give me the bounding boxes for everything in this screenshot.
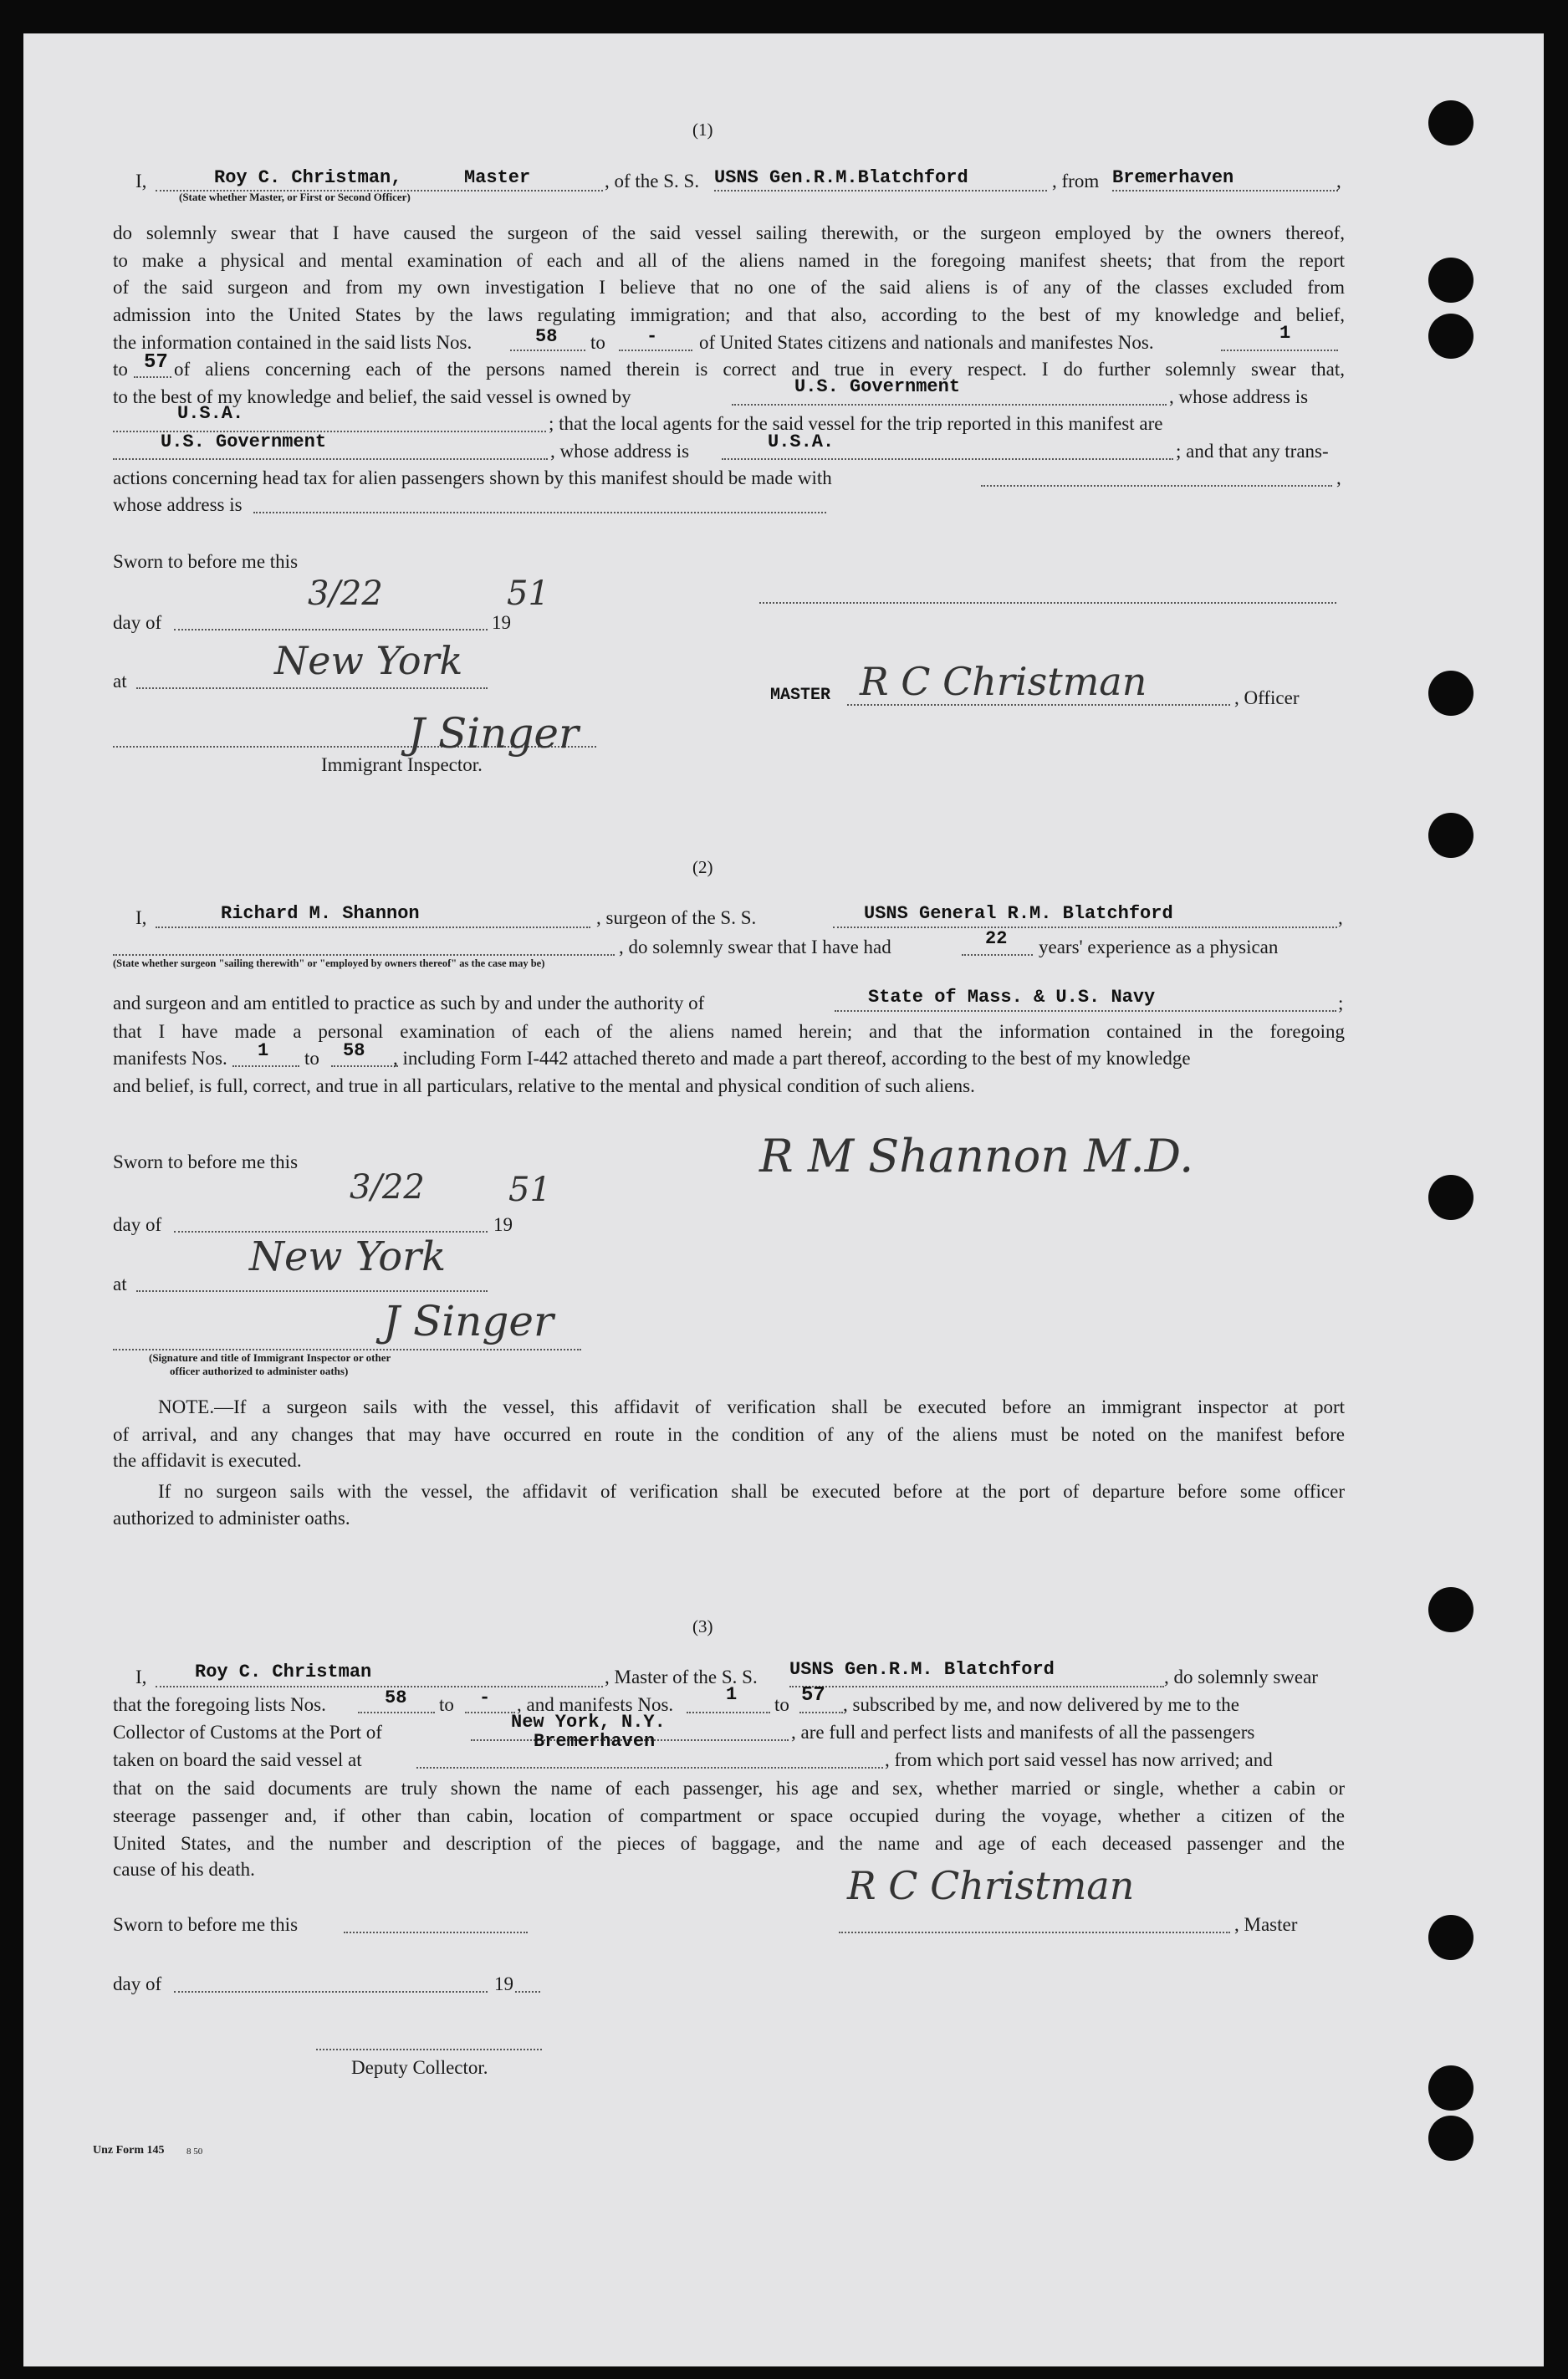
- sworn-text-3: Sworn to before me this: [113, 1914, 299, 1935]
- lists-from-value: 58: [535, 326, 558, 347]
- taken-on-text: taken on board the said vessel at: [113, 1749, 362, 1770]
- year-handwritten-2: 51: [508, 1171, 551, 1209]
- section-number-3: (3): [692, 1616, 713, 1636]
- note-line-1: NOTE.—If a surgeon sails with the vessel, this affidavit of verification shall be executed before an immigrant inspector at port: [158, 1396, 1345, 1417]
- subscribed-text: , subscribed by me, and now delivered by me to the: [843, 1694, 1239, 1715]
- boarded-at-value: Bremerhaven: [534, 1731, 656, 1752]
- deputy-collector-label: Deputy Collector.: [351, 2057, 488, 2078]
- from-text: , from: [1052, 171, 1100, 191]
- swear-text: , do solemnly swear that I have had: [619, 937, 891, 957]
- years-value: 22: [985, 928, 1008, 949]
- master-signature-1: R C Christman: [860, 659, 1147, 704]
- binder-hole: [1428, 100, 1474, 145]
- from-which-text: , from which port said vessel has now arrived; and: [885, 1749, 1273, 1770]
- manifests-from-3: 1: [726, 1684, 738, 1705]
- binder-hole: [1428, 258, 1474, 303]
- belief-text: and belief, is full, correct, and true in all particulars, relative to the mental and physical condition of such aliens.: [113, 1075, 975, 1096]
- form-number: Unz Form 145: [93, 2144, 165, 2157]
- agent-value: U.S. Government: [161, 431, 327, 452]
- collector-port-value: New York, N.Y.: [511, 1712, 666, 1733]
- oath-line-3: of the said surgeon and from my own investigation I believe that no one of the said aliens is of any of the classes excluded from: [113, 277, 1345, 298]
- including-text: , including Form I-442 attached thereto and made a part thereof, according to the best of my knowledge: [393, 1048, 1191, 1069]
- oath-line-2: to make a physical and mental examination of each and all of the aliens named in the foregoing manifest sheets; that from the report: [113, 250, 1345, 271]
- place-handwritten-2: New York: [249, 1233, 447, 1280]
- vessel-value: USNS Gen.R.M.Blatchford: [714, 167, 968, 188]
- full-perfect-text: , are full and perfect lists and manifests of all the passengers: [791, 1722, 1255, 1743]
- binder-hole: [1428, 314, 1474, 359]
- inspector-signature-2: J Singer: [383, 1297, 554, 1345]
- note-line-4: If no surgeon sails with the vessel, the affidavit of verification shall be executed before at the port of departure before some officer: [158, 1481, 1345, 1502]
- vessel-line: [714, 190, 1047, 191]
- manifest-affidavit-page: (1) I, Roy C. Christman, Master (State whether Master, or First or Second Officer) , of the S. S. USNS Gen.R.M.Blatchford , from Bremerhaven , do solemnly swear that I have caused the surgeon of the said vessel sailing therewith, or the surgeon employed by the owners thereof, to make a physical and mental examination of each and all of the aliens named in the foregoing manifest sheets; that from the report of the said surgeon and from my own investigation I believe that no one of the said aliens is of any of the classes excluded from admission into the United States by the laws regulating immigration; and that also, according to the best of my knowledge and belief, the information contained in the said lists Nos. 58 to - of United States citizens and nationals and manifestes Nos. 1 to 57 of aliens concerning each of the persons named therein is correct and true in every respect. I do further solemnly swear that, to the best of my knowledge and belief, the said vessel is owned by U.S. Government , whose address is U.S.A. ; that the local agents for the said vessel for the trip reported in this manifest are U.S. Government , whose address is U.S.A. ; and that any trans- actions concerning head tax for alien passengers shown by this manifest should be made with , whose address is Sworn to before me this 3/22 day of 19 51 at New York J Singer Immigrant Inspector. MASTER R C Christman , Officer (2) I, Richard M. Shannon , surgeon of the S. S. USNS General R.M. Blatchford , , do solemnly swear that I have had 22 years' experience as a physican (State whether surgeon "sailing therewith" or "employed by owners thereof" as the case may be) and surgeon and am entitled to practice as such by and under the authority of State of Mass. & U.S. Navy ; that I have made a personal examination of each of the aliens named herein; and that the information contained in the foregoing manifests Nos. 1 to 58 , including Form I-442 attached thereto and made a part thereof, according to the best of my knowledge and belief, is full, correct, and true in all particulars, relative to the mental and physical condition of such aliens. Sworn to before me this 3/22 day of 19 51 R M Shannon M.D. at New York J Singer (Signature and title of Immigrant Inspector or other officer authorized to administer oaths) NOTE.—If a surgeon sails with the vessel, this affidavit of verification shall be executed before an immigrant inspector at port of arrival, and any changes that may have occurred en route in the condition of any of the aliens must be noted on the manifest before the affidavit is executed. If no surgeon sails with the vessel, the affidavit of verification shall be executed before at the port of departure before some officer authorized to administer oaths. (3) I, Roy C. Christman , Master of the S. S. USNS Gen.R.M. Blatchford , do solemnly swear that the foregoing lists Nos. 58 to - , and manifests Nos. 1 to 57 , subscribed by me, and now delivered by me to the Collector of Customs at the Port of New York, N.Y. , are full and perfect lists and manifests of all the passengers taken on board the said vessel at Bremerhaven , from which port said vessel has now arrived; and that on the said documents are truly shown the name of each passenger, his age and sex, whether married or single, whether a cabin or steerage passenger and, if other than cabin, location of compartment or space occupied during the voyage, whether a citizen of the United States, and the number and description of the pieces of baggage, and the name and age of each deceased passenger and the cause of his death. Sworn to before me this R C Christman , Master day of 19 Deputy Collector. Unz Form 145 8 50: [23, 33, 1544, 2366]
- section3-line-3: United States, and the number and description of the pieces of baggage, and the name and age of each deceased passenger and the: [113, 1833, 1345, 1854]
- sig-caption-line-2: officer authorized to administer oaths): [170, 1365, 349, 1377]
- master-label: MASTER: [770, 686, 831, 705]
- surgeon-name-value: Richard M. Shannon: [221, 903, 420, 924]
- rank-caption: (State whether Master, or First or Second Officer): [179, 191, 411, 203]
- lists-to-value: -: [646, 326, 658, 347]
- note-line-5: authorized to administer oaths.: [113, 1508, 350, 1529]
- surgeon-vessel-value: USNS General R.M. Blatchford: [864, 903, 1173, 924]
- place-handwritten-1: New York: [274, 638, 463, 683]
- binder-hole: [1428, 2065, 1474, 2111]
- port-line: [1112, 190, 1338, 191]
- binder-hole: [1428, 2116, 1474, 2161]
- oath-line-4: admission into the United States by the laws regulating immigration; and that also, according to the best of my knowledge and belief,: [113, 304, 1345, 325]
- foregoing-text: that the foregoing lists Nos.: [113, 1694, 326, 1715]
- agent-address-value: U.S.A.: [768, 431, 835, 452]
- lists-from-3: 58: [385, 1687, 407, 1708]
- manifests-to-3: 57: [801, 1684, 825, 1707]
- master-signature-line-top: [759, 602, 1336, 604]
- owner-address-value: U.S.A.: [177, 403, 244, 424]
- surgeon-manifests-from: 1: [258, 1040, 269, 1061]
- master-name-3: Roy C. Christman: [195, 1662, 372, 1682]
- master-name-value: Roy C. Christman,: [214, 167, 402, 188]
- surgeon-manifests-to: 58: [343, 1040, 365, 1061]
- entitled-text: and surgeon and am entitled to practice as such by and under the authority of: [113, 993, 705, 1013]
- oath-line-1: do solemnly swear that I have caused the surgeon of the said vessel sailing therewith, or the surgeon employed by the owners thereof,: [113, 222, 1345, 243]
- date-handwritten-1: 3/22: [308, 574, 383, 613]
- note-line-2: of arrival, and any changes that may have occurred en route in the condition of any of the aliens must be noted on the manifest before: [113, 1424, 1345, 1445]
- of-the-ss-text: , of the S. S.: [605, 171, 700, 191]
- date-handwritten-2: 3/22: [350, 1168, 425, 1207]
- departure-port-value: Bremerhaven: [1112, 167, 1234, 188]
- collector-text: Collector of Customs at the Port of: [113, 1722, 382, 1743]
- form-code: 8 50: [186, 2147, 203, 2157]
- of-us-citizens-text: of United States citizens and nationals and manifestes Nos.: [699, 332, 1154, 353]
- year-handwritten-1: 51: [507, 574, 549, 613]
- experience-text: years' experience as a physican: [1039, 937, 1279, 957]
- aliens-concerning-text: of aliens concerning each of the persons named therein is correct and true in every respect. I do further solemnly swear that,: [174, 359, 1345, 380]
- surgeon-caption: (State whether surgeon "sailing therewith" or "employed by owners thereof" as the case may be): [113, 957, 545, 969]
- master-rank-value: Master: [464, 167, 531, 188]
- lists-to-3: -: [479, 1687, 491, 1708]
- sworn-text-2: Sworn to before me this: [113, 1151, 299, 1172]
- section-number-1: (1): [692, 120, 713, 140]
- head-tax-text: actions concerning head tax for alien passengers shown by this manifest should be made with: [113, 467, 832, 488]
- binder-hole: [1428, 813, 1474, 858]
- authority-value: State of Mass. & U.S. Navy: [868, 987, 1156, 1008]
- inspector-caption-1: Immigrant Inspector.: [321, 754, 483, 775]
- manifests-to-value: 57: [144, 351, 168, 374]
- section-number-2: (2): [692, 857, 713, 877]
- vessel-3: USNS Gen.R.M. Blatchford: [789, 1659, 1055, 1680]
- master-signature-3: R C Christman: [847, 1863, 1135, 1908]
- inspector-signature-1: J Singer: [408, 709, 579, 758]
- owner-value: U.S. Government: [794, 376, 961, 397]
- binder-hole: [1428, 1915, 1474, 1960]
- surgeon-signature: R M Shannon M.D.: [759, 1130, 1194, 1182]
- section3-line-1: that on the said documents are truly shown the name of each passenger, his age and sex, whether married or single, whether a cabin or: [113, 1778, 1345, 1799]
- master-of-text: , Master of the S. S.: [605, 1667, 758, 1687]
- sworn-text-1: Sworn to before me this: [113, 551, 299, 572]
- info-contained-text: the information contained in the said lists Nos.: [113, 332, 472, 353]
- surgeon-of-text: , surgeon of the S. S.: [596, 907, 757, 928]
- sig-caption-line-1: (Signature and title of Immigrant Inspector or other: [149, 1351, 391, 1364]
- personal-exam-text: that I have made a personal examination of each of the aliens named herein; and that the information contained in the foregoing: [113, 1021, 1345, 1042]
- note-line-3: the affidavit is executed.: [113, 1450, 302, 1471]
- local-agents-text: ; that the local agents for the said vessel for the trip reported in this manifest are: [549, 413, 1163, 434]
- binder-hole: [1428, 1587, 1474, 1632]
- manifests-from-value: 1: [1279, 323, 1291, 344]
- cause-text: cause of his death.: [113, 1859, 255, 1880]
- best-of-text: to the best of my knowledge and belief, the said vessel is owned by: [113, 386, 631, 407]
- section3-line-2: steerage passenger and, if other than cabin, location of compartment or space occupied during the voyage, whether a citizen of the: [113, 1805, 1345, 1826]
- label-i: I,: [135, 171, 147, 191]
- binder-hole: [1428, 671, 1474, 716]
- binder-hole: [1428, 1175, 1474, 1220]
